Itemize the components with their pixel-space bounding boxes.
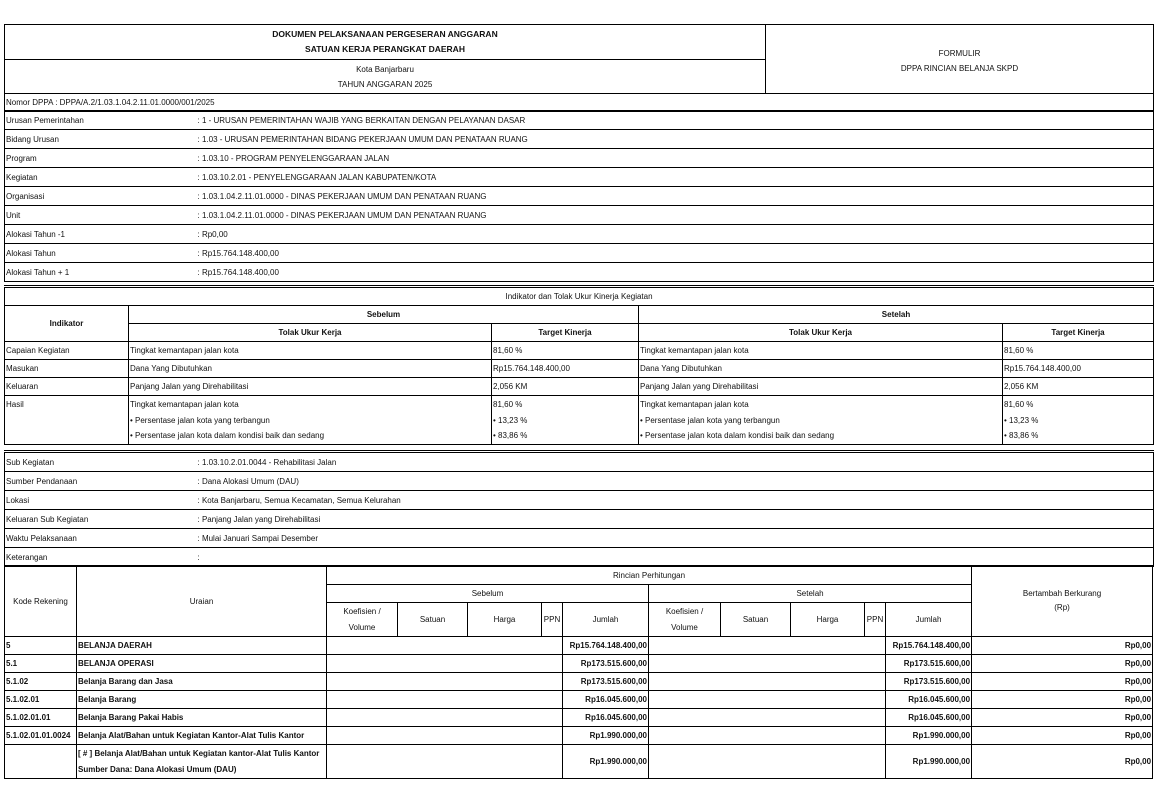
- info-row: [5, 263, 1154, 282]
- target: 2,056 KM: [1003, 378, 1154, 396]
- info-row: [5, 168, 1154, 187]
- sub-value: : Dana Alokasi Umum (DAU): [197, 472, 1154, 491]
- tolak-ukur-list: [129, 396, 492, 445]
- col-indikator: Indikator: [5, 306, 129, 342]
- info-label: Alokasi Tahun -1: [5, 225, 197, 244]
- col-uraian: Uraian: [77, 566, 327, 637]
- info-row: [5, 244, 1154, 263]
- sub-value: :: [197, 548, 1154, 567]
- info-value: : 1.03 - URUSAN PEMERINTAHAN BIDANG PEKERJAAN UMUM DAN PENATAAN RUANG: [197, 130, 1154, 149]
- col-koefisien-sebelum: [327, 603, 398, 637]
- target-item: • 13,23 %: [493, 415, 528, 425]
- fiscal-year: TAHUN ANGGARAN 2025: [337, 79, 433, 89]
- sub-kegiatan-table: [4, 450, 1154, 567]
- sub-label: Waktu Pelaksanaan: [5, 529, 197, 548]
- target-list: [492, 396, 639, 445]
- col-jumlah-sebelum: Jumlah: [563, 603, 649, 637]
- col-koefisien-line2: Volume: [671, 622, 698, 632]
- jumlah-setelah: Rp1.990.000,00: [886, 745, 972, 779]
- info-label: Alokasi Tahun + 1: [5, 263, 197, 282]
- rincian-setelah-empty: [649, 745, 886, 779]
- rincian-setelah-empty: [649, 673, 886, 691]
- info-row: [5, 225, 1154, 244]
- info-row: [5, 187, 1154, 206]
- title-line-1: DOKUMEN PELAKSANAAN PERGESERAN ANGGARAN: [272, 29, 498, 39]
- jumlah-setelah: Rp16.045.600,00: [886, 691, 972, 709]
- col-rincian-perhitungan: Rincian Perhitungan: [327, 566, 972, 585]
- col-bertambah-label: Bertambah Berkurang: [1022, 589, 1102, 598]
- col-harga-setelah: Harga: [791, 603, 865, 637]
- nomor-dppa: Nomor DPPA : DPPA/A.2/1.03.1.04.2.11.01.0000/001/2025: [5, 94, 1154, 112]
- jumlah-sebelum: Rp1.990.000,00: [563, 727, 649, 745]
- col-koefisien-line2: Volume: [348, 622, 376, 632]
- tolak-ukur: Panjang Jalan yang Direhabilitasi: [129, 378, 492, 396]
- rincian-sebelum-empty: [327, 673, 563, 691]
- rincian-belanja-table: [4, 565, 1153, 779]
- col-satuan-setelah: Satuan: [721, 603, 791, 637]
- indikator-name: Hasil: [5, 396, 129, 445]
- col-tolak-ukur-sebelum: Tolak Ukur Kerja: [129, 324, 492, 342]
- selisih: Rp0,00: [972, 655, 1153, 673]
- tolak-ukur: Panjang Jalan yang Direhabilitasi: [639, 378, 1003, 396]
- tolak-ukur: Dana Yang Dibutuhkan: [129, 360, 492, 378]
- col-sebelum: Sebelum: [327, 585, 649, 603]
- indikator-row-hasil: [5, 396, 1154, 445]
- info-row: [5, 149, 1154, 168]
- info-value: : 1.03.10 - PROGRAM PENYELENGGARAAN JALAN: [197, 149, 1154, 168]
- uraian-group-sumber-dana: Sumber Dana: Dana Alokasi Umum (DAU): [78, 764, 237, 774]
- target-item: 81,60 %: [493, 400, 523, 409]
- tolak-ukur: Tingkat kemantapan jalan kota: [639, 342, 1003, 360]
- info-value: : 1.03.10.2.01 - PENYELENGGARAAN JALAN KABUPATEN/KOTA: [197, 168, 1154, 187]
- tolak-ukur: Tingkat kemantapan jalan kota: [129, 342, 492, 360]
- document-header: [4, 24, 1154, 112]
- sub-label: Sub Kegiatan: [5, 452, 197, 472]
- sub-value: : Mulai Januari Sampai Desember: [197, 529, 1154, 548]
- jumlah-setelah: Rp16.045.600,00: [886, 709, 972, 727]
- target: Rp15.764.148.400,00: [492, 360, 639, 378]
- jumlah-sebelum: Rp173.515.600,00: [563, 673, 649, 691]
- rincian-sebelum-empty: [327, 655, 563, 673]
- uraian: Belanja Barang Pakai Habis: [77, 709, 327, 727]
- info-label: Alokasi Tahun: [5, 244, 197, 263]
- kode-rekening: 5.1.02: [5, 673, 77, 691]
- uraian: BELANJA OPERASI: [77, 655, 327, 673]
- selisih: Rp0,00: [972, 691, 1153, 709]
- info-value: : 1.03.1.04.2.11.01.0000 - DINAS PEKERJAAN UMUM DAN PENATAAN RUANG: [197, 206, 1154, 225]
- info-value: : 1 - URUSAN PEMERINTAHAN WAJIB YANG BERKAITAN DENGAN PELAYANAN DASAR: [197, 111, 1154, 130]
- col-koefisien-line1: Koefisien /: [343, 606, 381, 616]
- col-tolak-ukur-setelah: Tolak Ukur Kerja: [639, 324, 1003, 342]
- info-label: Organisasi: [5, 187, 197, 206]
- budget-row: [5, 673, 1153, 691]
- info-row: [5, 130, 1154, 149]
- sub-label: Keluaran Sub Kegiatan: [5, 510, 197, 529]
- indikator-title: Indikator dan Tolak Ukur Kinerja Kegiatan: [5, 287, 1154, 306]
- col-ppn-sebelum: PPN: [542, 603, 563, 637]
- rincian-setelah-empty: [649, 727, 886, 745]
- sub-row: [5, 548, 1154, 567]
- kode-rekening: 5: [5, 637, 77, 655]
- jumlah-sebelum: Rp16.045.600,00: [563, 691, 649, 709]
- budget-row: [5, 727, 1153, 745]
- col-bertambah-berkurang: [972, 566, 1153, 637]
- tolak-ukur-list: [639, 396, 1003, 445]
- sub-value: : Kota Banjarbaru, Semua Kecamatan, Semua Kelurahan: [197, 491, 1154, 510]
- sub-row: [5, 510, 1154, 529]
- sub-row: [5, 452, 1154, 472]
- target-item: • 13,23 %: [1004, 415, 1039, 425]
- jumlah-setelah: Rp1.990.000,00: [886, 727, 972, 745]
- target: 81,60 %: [1003, 342, 1154, 360]
- info-label: Program: [5, 149, 197, 168]
- selisih: Rp0,00: [972, 745, 1153, 779]
- sub-label: Lokasi: [5, 491, 197, 510]
- target: 81,60 %: [492, 342, 639, 360]
- target-item: • 83,86 %: [1004, 431, 1039, 440]
- target: 2,056 KM: [492, 378, 639, 396]
- region-year-cell: [5, 60, 766, 94]
- jumlah-setelah: Rp173.515.600,00: [886, 673, 972, 691]
- selisih: Rp0,00: [972, 637, 1153, 655]
- indikator-row: [5, 342, 1154, 360]
- budget-row: [5, 709, 1153, 727]
- sub-row: [5, 472, 1154, 491]
- form-label: FORMULIR: [938, 49, 981, 58]
- col-setelah: Setelah: [639, 306, 1154, 324]
- col-satuan-sebelum: Satuan: [398, 603, 468, 637]
- selisih: Rp0,00: [972, 709, 1153, 727]
- program-info-table: [4, 110, 1154, 282]
- indikator-name: Masukan: [5, 360, 129, 378]
- target: Rp15.764.148.400,00: [1003, 360, 1154, 378]
- uraian: BELANJA DAERAH: [77, 637, 327, 655]
- indikator-name: Capaian Kegiatan: [5, 342, 129, 360]
- info-row: [5, 206, 1154, 225]
- rincian-setelah-empty: [649, 637, 886, 655]
- info-label: Bidang Urusan: [5, 130, 197, 149]
- budget-row: [5, 655, 1153, 673]
- kode-rekening: 5.1: [5, 655, 77, 673]
- uraian: Belanja Alat/Bahan untuk Kegiatan Kantor-Alat Tulis Kantor: [77, 727, 327, 745]
- form-label-cell: [766, 25, 1154, 94]
- tolak-ukur-item: • Persentase jalan kota dalam kondisi baik dan sedang: [130, 431, 325, 440]
- rincian-setelah-empty: [649, 655, 886, 673]
- info-value: : Rp15.764.148.400,00: [197, 244, 1154, 263]
- jumlah-sebelum: Rp16.045.600,00: [563, 709, 649, 727]
- col-ppn-setelah: PPN: [865, 603, 886, 637]
- sub-label: Sumber Pendanaan: [5, 472, 197, 491]
- uraian: Belanja Barang dan Jasa: [77, 673, 327, 691]
- col-jumlah-setelah: Jumlah: [886, 603, 972, 637]
- info-label: Urusan Pemerintahan: [5, 111, 197, 130]
- col-harga-sebelum: Harga: [468, 603, 542, 637]
- tolak-ukur-item: • Persentase jalan kota dalam kondisi baik dan sedang: [640, 431, 835, 440]
- col-setelah: Setelah: [649, 585, 972, 603]
- info-label: Kegiatan: [5, 168, 197, 187]
- selisih: Rp0,00: [972, 727, 1153, 745]
- kode-rekening: 5.1.02.01.01.0024: [5, 727, 77, 745]
- selisih: Rp0,00: [972, 673, 1153, 691]
- col-bertambah-unit: (Rp): [1054, 603, 1070, 612]
- uraian-group: [77, 745, 327, 779]
- rincian-sebelum-empty: [327, 709, 563, 727]
- col-koefisien-setelah: [649, 603, 721, 637]
- jumlah-sebelum: Rp1.990.000,00: [563, 745, 649, 779]
- form-name: DPPA RINCIAN BELANJA SKPD: [900, 64, 1019, 73]
- jumlah-sebelum: Rp173.515.600,00: [563, 655, 649, 673]
- kode-rekening: [5, 745, 77, 779]
- kode-rekening: 5.1.02.01.01: [5, 709, 77, 727]
- col-kode-rekening: Kode Rekening: [5, 566, 77, 637]
- sub-row: [5, 529, 1154, 548]
- info-value: : Rp0,00: [197, 225, 1154, 244]
- budget-group-row: [5, 745, 1153, 779]
- col-target-sebelum: Target Kinerja: [492, 324, 639, 342]
- tolak-ukur: Dana Yang Dibutuhkan: [639, 360, 1003, 378]
- info-row: [5, 111, 1154, 130]
- indikator-row: [5, 360, 1154, 378]
- sub-value: : Panjang Jalan yang Direhabilitasi: [197, 510, 1154, 529]
- target-item: • 83,86 %: [493, 431, 528, 440]
- rincian-sebelum-empty: [327, 727, 563, 745]
- kode-rekening: 5.1.02.01: [5, 691, 77, 709]
- rincian-sebelum-empty: [327, 745, 563, 779]
- sub-label: Keterangan: [5, 548, 197, 567]
- col-sebelum: Sebelum: [129, 306, 639, 324]
- rincian-setelah-empty: [649, 691, 886, 709]
- info-label: Unit: [5, 206, 197, 225]
- document-title: [5, 25, 766, 60]
- indikator-name: Keluaran: [5, 378, 129, 396]
- info-value: : Rp15.764.148.400,00: [197, 263, 1154, 282]
- sub-row: [5, 491, 1154, 510]
- title-line-2: SATUAN KERJA PERANGKAT DAERAH: [305, 44, 465, 54]
- tolak-ukur-item: Tingkat kemantapan jalan kota: [640, 400, 749, 409]
- budget-row: [5, 691, 1153, 709]
- sub-value: : 1.03.10.2.01.0044 - Rehabilitasi Jalan: [197, 452, 1154, 472]
- rincian-sebelum-empty: [327, 637, 563, 655]
- jumlah-setelah: Rp173.515.600,00: [886, 655, 972, 673]
- jumlah-sebelum: Rp15.764.148.400,00: [563, 637, 649, 655]
- uraian: Belanja Barang: [77, 691, 327, 709]
- rincian-sebelum-empty: [327, 691, 563, 709]
- budget-row: [5, 637, 1153, 655]
- rincian-setelah-empty: [649, 709, 886, 727]
- indikator-table: [4, 285, 1154, 445]
- tolak-ukur-item: Tingkat kemantapan jalan kota: [130, 400, 239, 409]
- uraian-group-title: [ # ] Belanja Alat/Bahan untuk Kegiatan kantor-Alat Tulis Kantor: [78, 748, 320, 758]
- info-value: : 1.03.1.04.2.11.01.0000 - DINAS PEKERJAAN UMUM DAN PENATAAN RUANG: [197, 187, 1154, 206]
- target-list: [1003, 396, 1154, 445]
- target-item: 81,60 %: [1004, 400, 1034, 409]
- col-target-setelah: Target Kinerja: [1003, 324, 1154, 342]
- city-name: Kota Banjarbaru: [356, 64, 414, 74]
- tolak-ukur-item: • Persentase jalan kota yang terbangun: [130, 415, 270, 425]
- tolak-ukur-item: • Persentase jalan kota yang terbangun: [640, 415, 780, 425]
- indikator-row: [5, 378, 1154, 396]
- col-koefisien-line1: Koefisien /: [665, 606, 704, 616]
- jumlah-setelah: Rp15.764.148.400,00: [886, 637, 972, 655]
